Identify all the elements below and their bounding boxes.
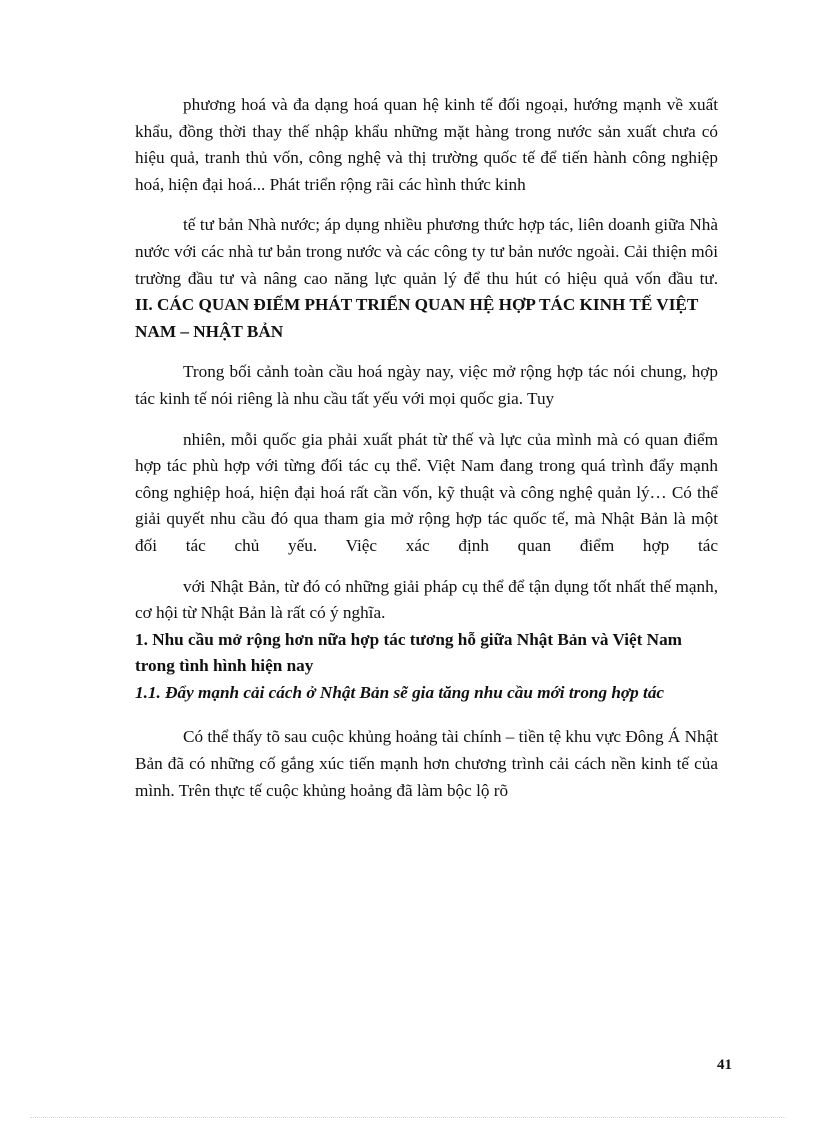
document-page	[135, 92, 718, 804]
paragraph-5: với Nhật Bản, từ đó có những giải pháp cụ thể để tận dụng tốt nhất thế mạnh, cơ hội từ Nhật Bản là rất có ý nghĩa.	[135, 576, 718, 623]
footer-divider	[30, 1117, 786, 1118]
paragraph-6: Có thể thấy tõ sau cuộc khủng hoảng tài chính – tiền tệ khu vực Đông Á Nhật Bản đã có những cố gắng xúc tiến mạnh hơn chương trình cải cách nền kinh tế của mình. Trên thực tế cuộc khủng hoảng đã làm bộc lộ rõ	[135, 727, 718, 800]
subheading-1: 1. Nhu cầu mở rộng hơn nữa hợp tác tương hỗ giữa Nhật Bản và Việt Nam trong tình hình hiện nay	[135, 629, 682, 676]
subheading-1-1: 1.1. Đẩy mạnh cải cách ở Nhật Bản sẽ gia tăng nhu cầu mới trong hợp tác	[135, 682, 665, 702]
paragraph-3: Trong bối cảnh toàn cầu hoá ngày nay, việc mở rộng hợp tác nói chung, hợp tác kinh tế nói riêng là nhu cầu tất yếu với mọi quốc gia. Tuy	[135, 362, 718, 408]
section-heading: II. CÁC QUAN ĐIỂM PHÁT TRIỂN QUAN HỆ HỢP TÁC KINH TẾ VIỆT NAM – NHẬT BẢN	[135, 295, 698, 341]
paragraph-1: phương hoá và đa dạng hoá quan hệ kinh tế đối ngoại, hướng mạnh về xuất khẩu, đồng thời thay thế nhập khẩu những mặt hàng trong nước sản xuất chưa có hiệu quả, tranh thủ vốn, công nghệ và thị trường quốc tế để tiến hành công nghiệp hoá, hiện đại hoá... Phát triển rộng rãi các hình thức kinh	[135, 95, 718, 194]
paragraph-4: nhiên, mỗi quốc gia phải xuất phát từ thế và lực của mình mà có quan điểm hợp tác phù hợp với từng đối tác cụ thể. Việt Nam đang trong quá trình đẩy mạnh công nghiệp hoá, hiện đại hoá rất cần vốn, kỹ thuật và công nghệ quản lý… Có thể giải quyết nhu cầu đó qua tham gia mở rộng hợp tác quốc tế, mà Nhật Bản là một đối tác chủ yếu. Việc xác định quan điểm hợp tác	[135, 429, 718, 555]
paragraph-2: tế tư bản Nhà nước; áp dụng nhiều phương thức hợp tác, liên doanh giữa Nhà nước với các nhà tư bản trong nước và các công ty tư bản nước ngoài. Cải thiện môi trường đầu tư và nâng cao năng lực quản lý để thu hút có hiệu quả vốn đầu tư.	[135, 215, 718, 288]
page-number: 41	[717, 1057, 732, 1073]
